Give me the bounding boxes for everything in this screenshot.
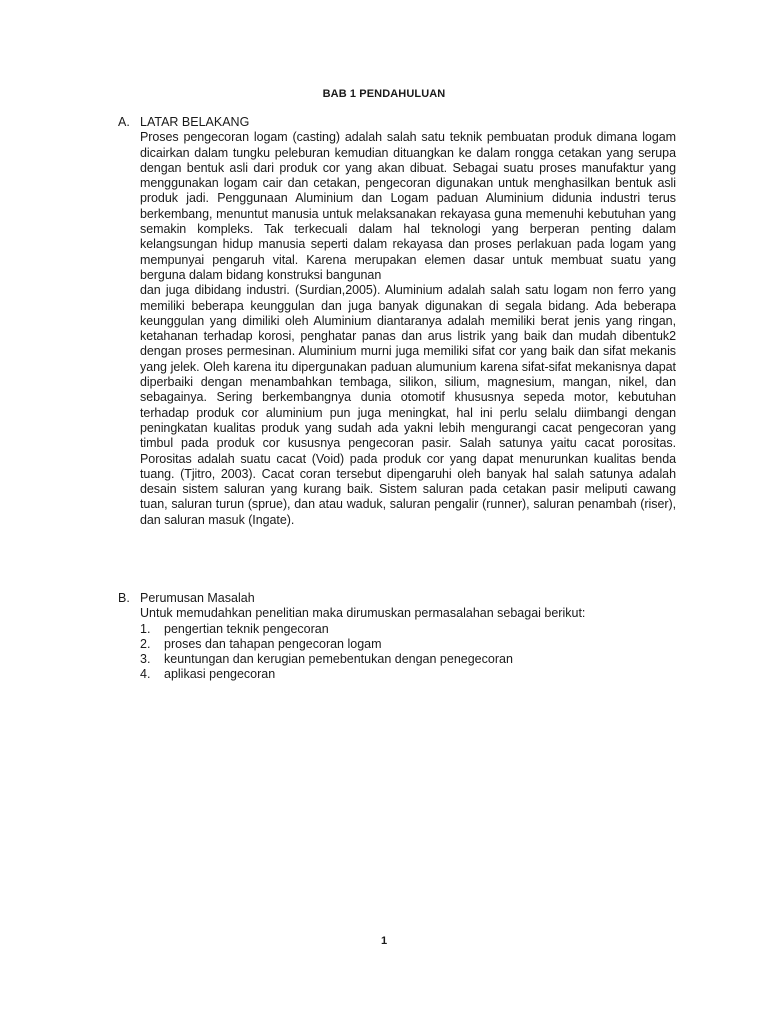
section-heading (118, 591, 678, 606)
list-item-text: pengertian teknik pengecoran (164, 621, 329, 636)
list-item (140, 667, 676, 682)
list-item (140, 637, 676, 652)
list-number: 4. (140, 667, 151, 682)
list-number: 2. (140, 636, 151, 651)
list-item (140, 622, 676, 637)
list-item-text: aplikasi pengecoran (164, 667, 276, 682)
section-perumusan-masalah (118, 591, 678, 683)
list-number: 3. (140, 652, 151, 667)
section-title: Perumusan Masalah (140, 591, 255, 605)
paragraph: Proses pengecoran logam (casting) adalah salah satu teknik pembuatan produk dimana logam dicairkan dalam tungku peleburan kemudian dituangkan ke dalam rongga cetakan yang serupa dengan bentuk asli dari produk cor yang akan dibuat. Sebagai suatu proses manufaktur yang menggunakan logam cair dan cetakan, pengecoran digunakan untuk menghasilkan bentuk asli produk jadi. Penggunaan Aluminium dan Logam paduan Aluminium didunia industri terus berkembang, menuntut manusia untuk melaksanakan rekayasa guna memenuhi kebutuhan yang semakin kompleks. Tak terkecuali dalam hal teknologi yang berperan penting dalam kelangsungan hidup manusia seperti dalam rekayasa dan proses perlakuan pada logam yang mempunyai pengaruh vital. Karena merupakan elemen dasar untuk membuat suatu yang berguna dalam bidang konstruksi bangunan (140, 130, 676, 282)
list-number: 1. (140, 621, 151, 636)
section-letter: A. (118, 115, 130, 129)
list-item-text: keuntungan dan kerugian pemebentukan dengan penegecoran (164, 652, 513, 667)
problem-list (140, 622, 676, 683)
page-number: 1 (380, 935, 388, 947)
chapter-title: BAB 1 PENDAHULUAN (322, 88, 446, 100)
section-body (140, 130, 676, 528)
section-body (140, 606, 676, 682)
section-letter: B. (118, 591, 130, 605)
section-heading (118, 115, 678, 130)
list-item-text: proses dan tahapan pengecoran logam (164, 636, 382, 651)
intro-text: Untuk memudahkan penelitian maka dirumuskan permasalahan sebagai berikut: (140, 606, 586, 621)
list-item (140, 652, 676, 667)
paragraph: dan juga dibidang industri. (Surdian,2005). Aluminium adalah salah satu logam non ferro yang memiliki beberapa keunggulan dan juga banyak digunakan di segala bidang. Ada beberapa keunggulan yang dimiliki oleh Aluminium diantaranya adalah memiliki berat jenis yang ringan, ketahanan terhadap korosi, penghatar panas dan arus listrik yang baik dan mudah dibentuk2 dengan proses permesinan. Aluminium murni juga memiliki sifat cor yang baik dan sifat mekanis yang jelek. Oleh karena itu dipergunakan paduan alumunium karena sifat-sifat mekanisnya dapat diperbaiki dengan menambahkan tembaga, silikon, silium, magnesium, mangan, nikel, dan sebagainya. Sering berkembangnya dunia otomotif khususnya sepeda motor, kebutuhan terhadap produk cor aluminium pun juga meningkat, hal ini perlu selalu diimbangi dengan peningkatan kualitas produk yang sudah ada yakni lebih mengurangi cacat pengecoran yang timbul pada produk cor kususnya pengecoran pasir. Salah satunya yaitu cacat porositas. Porositas adalah suatu cacat (Void) pada produk cor yang dapat menurunkan kualitas benda tuang. (Tjitro, 2003). Cacat coran tersebut dipengaruhi oleh banyak hal salah satunya adalah desain sistem saluran yang kurang baik. Sistem saluran pada cetakan pasir meliputi cawang tuan, saluran turun (sprue), dan atau waduk, saluran pengalir (runner), saluran penambah (riser), dan saluran masuk (Ingate). (140, 283, 676, 527)
section-title: LATAR BELAKANG (140, 115, 250, 129)
section-latar-belakang (118, 115, 678, 528)
